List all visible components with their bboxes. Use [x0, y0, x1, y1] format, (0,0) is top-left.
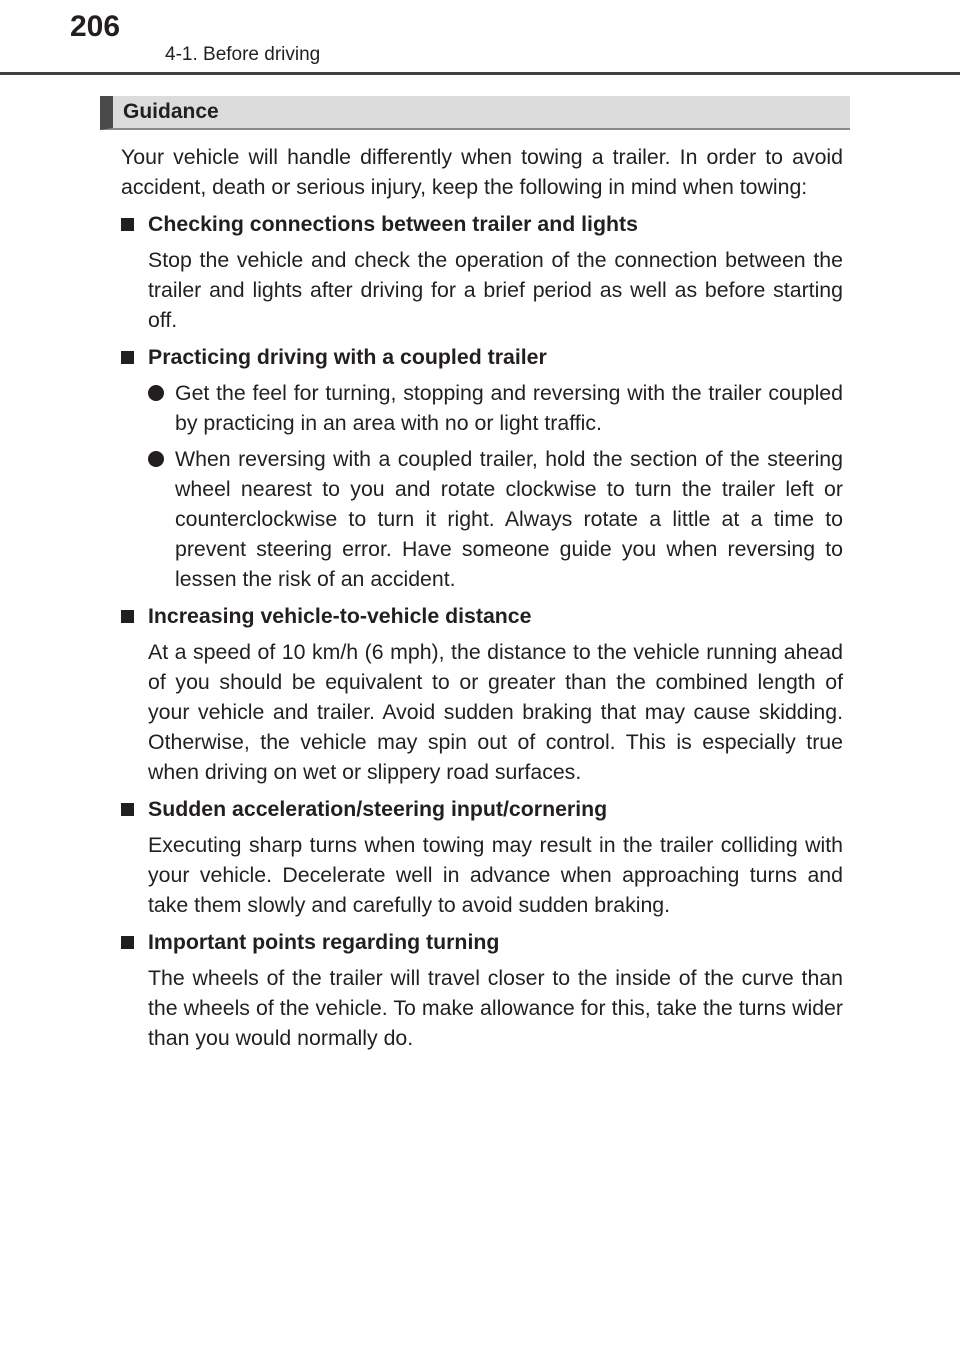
section-body: At a speed of 10 km/h (6 mph), the distance to the vehicle running ahead of you should be equivalent to or greater than the combined length of your vehicle and trailer. Avoid sudden braking that may cause skidding. Otherwise, the vehicle may spin out of control. This is especially true when driving on wet or slippery road surfaces.	[148, 640, 843, 784]
section-heading: Checking connections between trailer and lights	[148, 212, 638, 236]
section-body: Stop the vehicle and check the operation of the connection between the trailer and lights after driving for a brief period as well as before starting off.	[148, 248, 843, 332]
page-number: 206	[70, 10, 121, 43]
page-header	[0, 0, 960, 80]
square-bullet-icon	[121, 610, 134, 623]
section-heading: Sudden acceleration/steering input/cornering	[148, 797, 608, 821]
section-body: The wheels of the trailer will travel closer to the inside of the curve than the wheels of the vehicle. To make allowance for this, take the turns wider than you would normally do.	[148, 966, 843, 1050]
list-item	[121, 378, 843, 438]
list-item-text: Get the feel for turning, stopping and reversing with the trailer coupled by practicing in an area with no or light traffic.	[175, 381, 843, 435]
section-practicing-driving	[121, 342, 843, 594]
guidance-title: Guidance	[123, 100, 219, 123]
circle-bullet-icon	[148, 451, 164, 467]
square-bullet-icon	[121, 218, 134, 231]
section-sudden-acceleration	[121, 794, 843, 920]
list-item	[121, 444, 843, 594]
section-vehicle-distance	[121, 601, 843, 787]
guidance-banner	[100, 96, 850, 130]
circle-bullet-icon	[148, 385, 164, 401]
section-heading: Increasing vehicle-to-vehicle distance	[148, 604, 532, 628]
guidance-content	[121, 142, 843, 1060]
intro-paragraph: Your vehicle will handle differently when towing a trailer. In order to avoid accident, death or serious injury, keep the following in mind when towing:	[121, 145, 843, 199]
chapter-title: 4-1. Before driving	[165, 44, 321, 65]
section-body: Executing sharp turns when towing may result in the trailer colliding with your vehicle. Decelerate well in advance when approaching turns and take them slowly and carefully to avoid sudden braking.	[148, 833, 843, 917]
section-checking-connections	[121, 209, 843, 335]
section-heading: Important points regarding turning	[148, 930, 500, 954]
square-bullet-icon	[121, 803, 134, 816]
section-heading: Practicing driving with a coupled trailer	[148, 345, 547, 369]
square-bullet-icon	[121, 351, 134, 364]
header-divider	[0, 72, 960, 75]
section-turning-points	[121, 927, 843, 1053]
list-item-text: When reversing with a coupled trailer, hold the section of the steering wheel nearest to you and rotate clockwise to turn the trailer left or counterclockwise to turn it right. Always rotate a little at a time to prevent steering error. Have someone guide you when reversing to lessen the risk of an accident.	[175, 447, 843, 591]
square-bullet-icon	[121, 936, 134, 949]
